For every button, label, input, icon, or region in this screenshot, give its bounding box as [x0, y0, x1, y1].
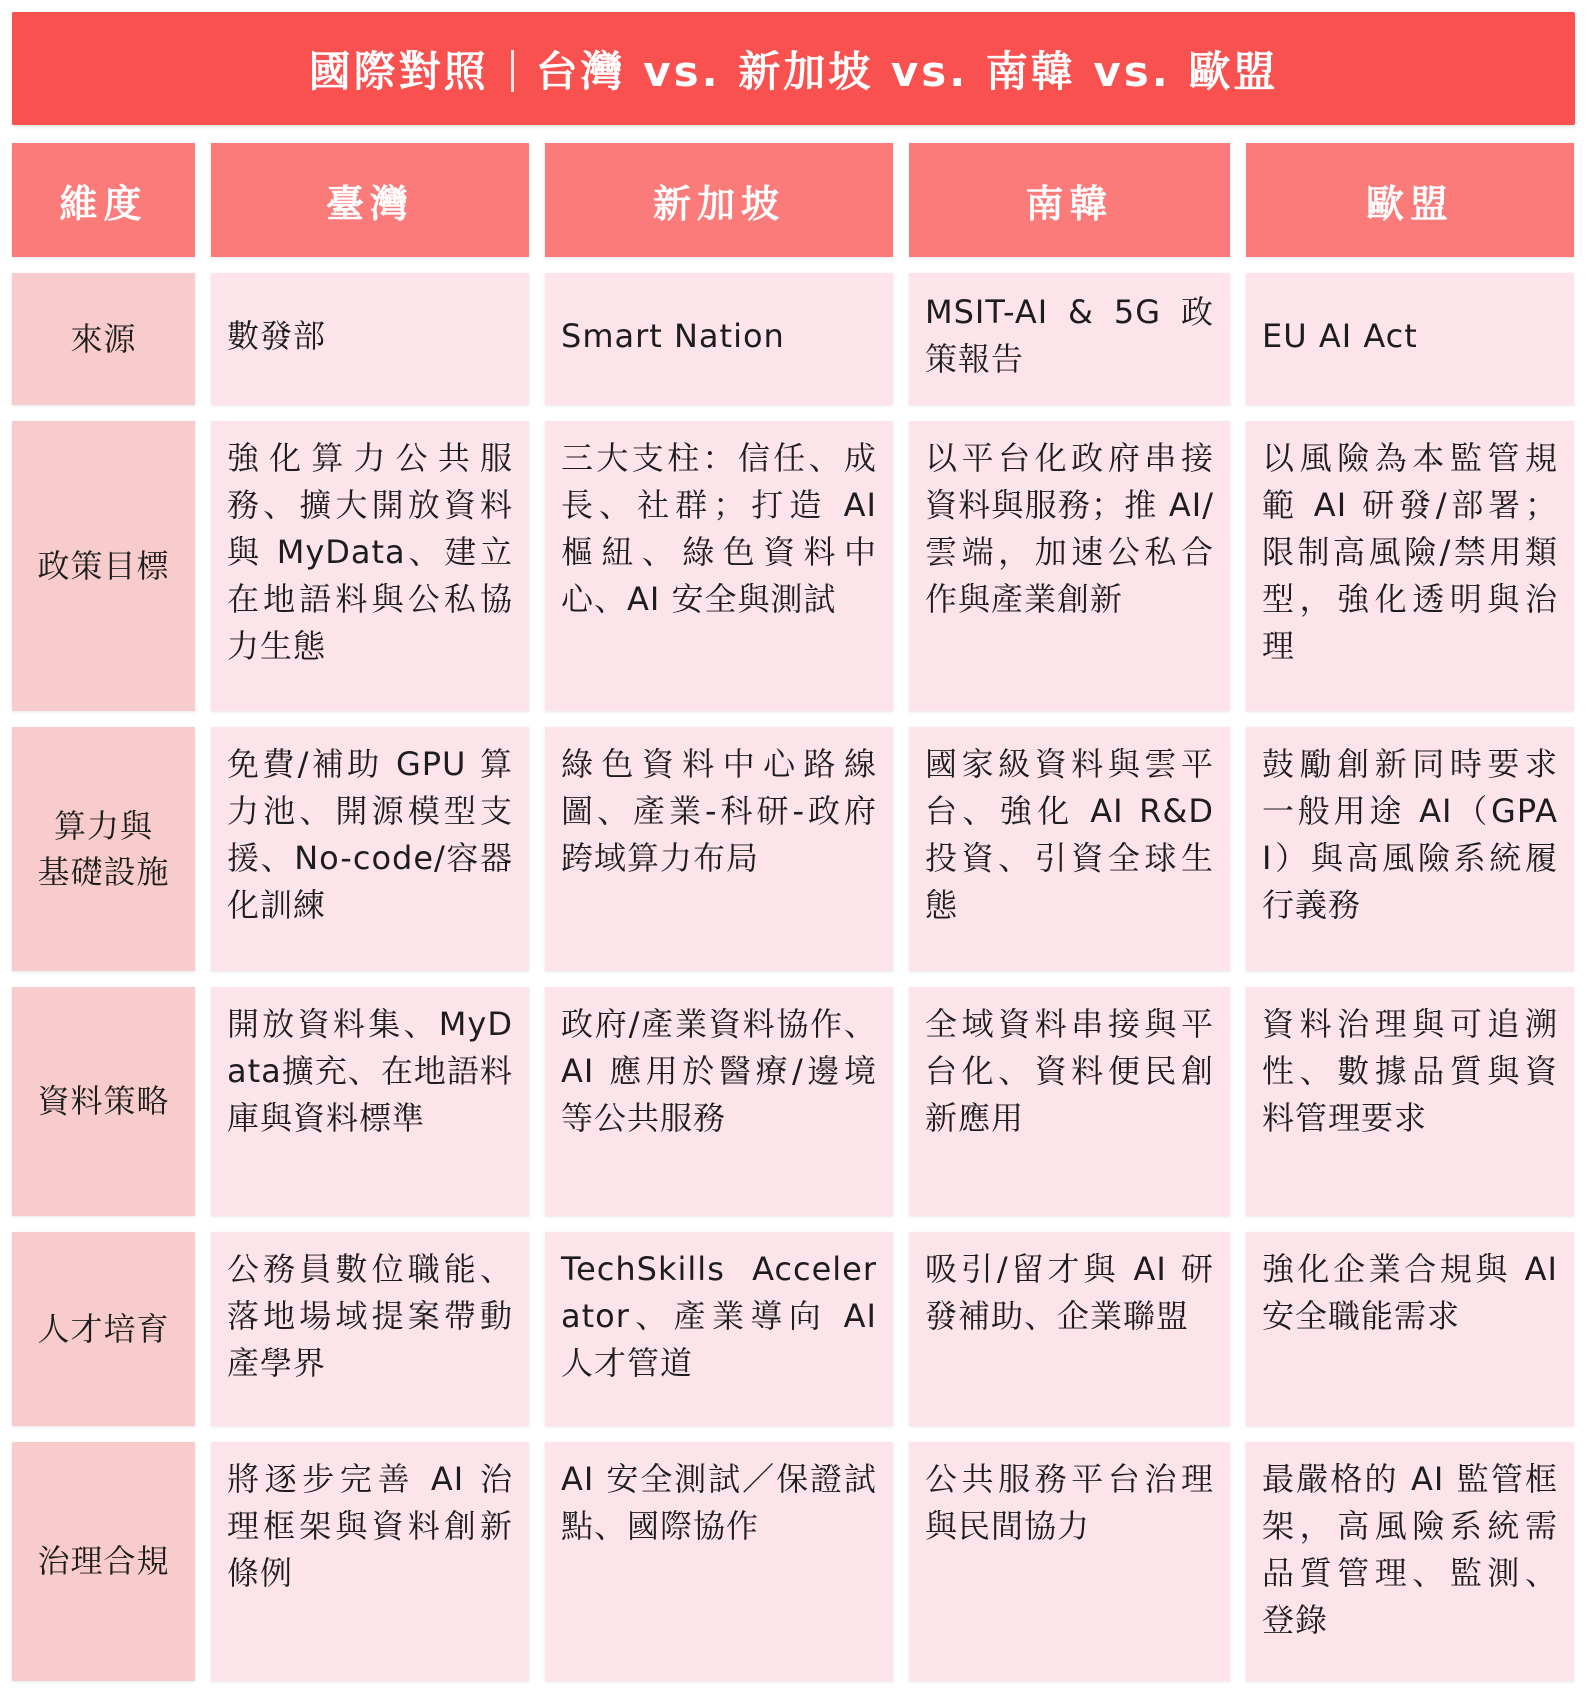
cell-source-taiwan: 數發部: [211, 273, 529, 405]
row-label-compute-infrastructure: 算力與 基礎設施: [12, 727, 195, 971]
cell-policy-singapore: 三大支柱：信任、成長、社群；打造 AI 樞紐、綠色資料中心、AI 安全與測試: [545, 421, 893, 711]
header-dimension: 維度: [12, 143, 195, 257]
cell-source-singapore: Smart Nation: [545, 273, 893, 405]
cell-governance-korea: 公共服務平台治理與民間協力: [909, 1442, 1230, 1681]
header-eu: 歐盟: [1246, 143, 1574, 257]
cell-source-eu: EU AI Act: [1246, 273, 1574, 405]
cell-policy-eu: 以風險為本監管規範 AI 研發/部署；限制高風險/禁用類型，強化透明與治理: [1246, 421, 1574, 711]
cell-talent-singapore: TechSkills Accelerator、產業導向 AI 人才管道: [545, 1232, 893, 1426]
row-label-source: 來源: [12, 273, 195, 405]
cell-compute-singapore: 綠色資料中心路線圖、產業-科研-政府跨域算力布局: [545, 727, 893, 971]
cell-data-taiwan: 開放資料集、MyData擴充、在地語料庫與資料標準: [211, 987, 529, 1216]
cell-governance-singapore: AI 安全測試／保證試點、國際協作: [545, 1442, 893, 1681]
row-label-talent: 人才培育: [12, 1232, 195, 1426]
header-singapore: 新加坡: [545, 143, 893, 257]
cell-data-korea: 全域資料串接與平台化、資料便民創新應用: [909, 987, 1230, 1216]
cell-governance-eu: 最嚴格的 AI 監管框架，高風險系統需品質管理、監測、登錄: [1246, 1442, 1574, 1681]
title-separator: [511, 50, 514, 92]
header-taiwan: 臺灣: [211, 143, 529, 257]
header-korea: 南韓: [909, 143, 1230, 257]
title-right: 台灣 vs. 新加坡 vs. 南韓 vs. 歐盟: [535, 46, 1279, 96]
comparison-table: [12, 143, 1574, 1681]
row-label-data-strategy: 資料策略: [12, 987, 195, 1216]
cell-compute-taiwan: 免費/補助 GPU 算力池、開源模型支援、No-code/容器化訓練: [211, 727, 529, 971]
cell-data-singapore: 政府/產業資料協作、AI 應用於醫療/邊境等公共服務: [545, 987, 893, 1216]
row-label-policy-goal: 政策目標: [12, 421, 195, 711]
cell-policy-taiwan: 強化算力公共服務、擴大開放資料與 MyData、建立在地語料與公私協力生態: [211, 421, 529, 711]
cell-talent-korea: 吸引/留才與 AI 研發補助、企業聯盟: [909, 1232, 1230, 1426]
page-title: [309, 39, 1279, 99]
cell-policy-korea: 以平台化政府串接資料與服務；推 AI/雲端，加速公私合作與產業創新: [909, 421, 1230, 711]
cell-talent-eu: 強化企業合規與 AI 安全職能需求: [1246, 1232, 1574, 1426]
row-label-governance: 治理合規: [12, 1442, 195, 1681]
cell-compute-korea: 國家級資料與雲平台、強化 AI R&D 投資、引資全球生態: [909, 727, 1230, 971]
cell-data-eu: 資料治理與可追溯性、數據品質與資料管理要求: [1246, 987, 1574, 1216]
cell-source-korea: MSIT-AI & 5G 政策報告: [909, 273, 1230, 405]
title-bar: [12, 12, 1575, 125]
cell-talent-taiwan: 公務員數位職能、落地場域提案帶動產學界: [211, 1232, 529, 1426]
cell-governance-taiwan: 將逐步完善 AI 治理框架與資料創新條例: [211, 1442, 529, 1681]
title-left: 國際對照: [308, 46, 489, 96]
cell-compute-eu: 鼓勵創新同時要求一般用途 AI（GPAI）與高風險系統履行義務: [1246, 727, 1574, 971]
